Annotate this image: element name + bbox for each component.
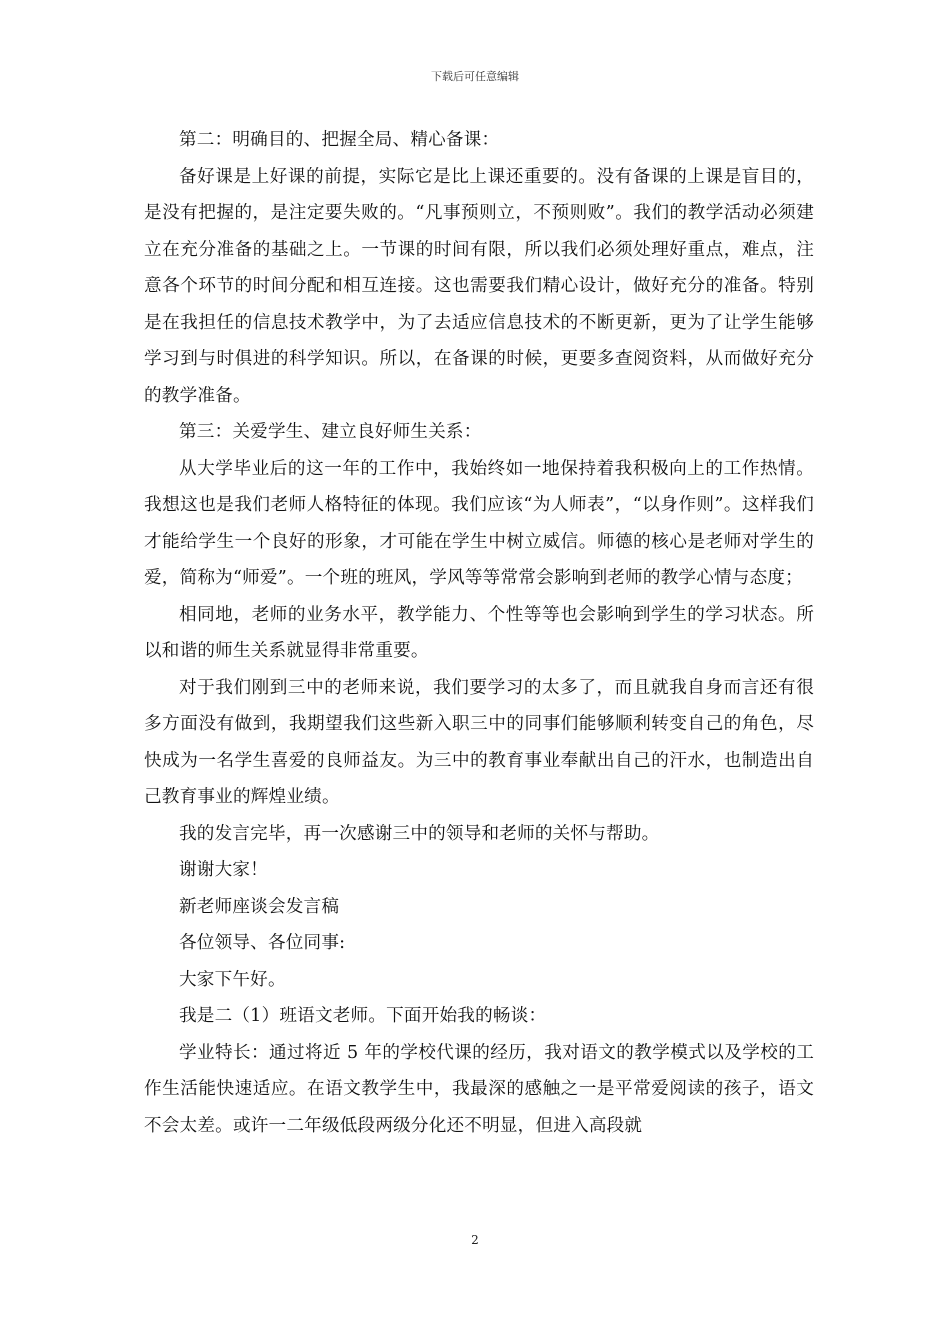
paragraph: 第二：明确目的、把握全局、精心备课： <box>179 130 500 150</box>
paragraph: 第三：关爱学生、建立良好师生关系： <box>179 422 482 442</box>
paragraph: 对于我们刚到三中的老师来说，我们要学习的太多了，而且就我自身而言还有很多方面没有做到，我期望我们这些新入职三中的同事们能够顺利转变自己的角色，尽快成为一名学生喜爱的良师益友。为三中的教育事业奉献出自己的汗水，也制造出自己教育事业的辉煌业绩。 <box>144 677 814 807</box>
document-body <box>144 122 814 1144</box>
paragraph: 备好课是上好课的前提，实际它是比上课还重要的。没有备课的上课是盲目的，是没有把握的，是注定要失败的。“凡事预则立，不预则败”。我们的教学活动必须建立在充分准备的基础之上。一节课的时间有限，所以我们必须处理好重点，难点，注意各个环节的时间分配和相互连接。这也需要我们精心设计，做好充分的准备。特别是在我担任的信息技术教学中，为了去适应信息技术的不断更新，更为了让学生能够学习到与时俱进的科学知识。所以，在备课的时候，更要多查阅资料，从而做好充分的教学准备。 <box>144 166 814 406</box>
page-header: 下载后可任意编辑 <box>431 70 519 83</box>
paragraph: 从大学毕业后的这一年的工作中，我始终如一地保持着我积极向上的工作热情。我想这也是我们老师人格特征的体现。我们应该“为人师表”，“以身作则”。这样我们才能给学生一个良好的形象，才可能在学生中树立威信。师德的核心是老师对学生的爱，简称为“师爱”。一个班的班风，学风等等常常会影响到老师的教学心情与态度； <box>144 458 814 588</box>
paragraph: 大家下午好。 <box>179 969 286 990</box>
page-number: 2 <box>471 1233 479 1247</box>
paragraph: 各位领导、各位同事: <box>179 933 346 953</box>
paragraph: 谢谢大家！ <box>179 860 268 880</box>
paragraph: 我是二（1）班语文老师。下面开始我的畅谈： <box>179 1006 547 1026</box>
paragraph: 我的发言完毕，再一次感谢三中的领导和老师的关怀与帮助。 <box>179 823 660 844</box>
paragraph: 学业特长：通过将近 5 年的学校代课的经历，我对语文的教学模式以及学校的工作生活能快速适应。在语文教学生中，我最深的感触之一是平常爱阅读的孩子，语文不会太差。或许一二年级低段两级分化还不明显，但进入高段就 <box>144 1042 814 1136</box>
paragraph: 相同地，老师的业务水平，教学能力、个性等等也会影响到学生的学习状态。所以和谐的师生关系就显得非常重要。 <box>144 604 814 661</box>
paragraph: 新老师座谈会发言稿 <box>179 896 340 917</box>
